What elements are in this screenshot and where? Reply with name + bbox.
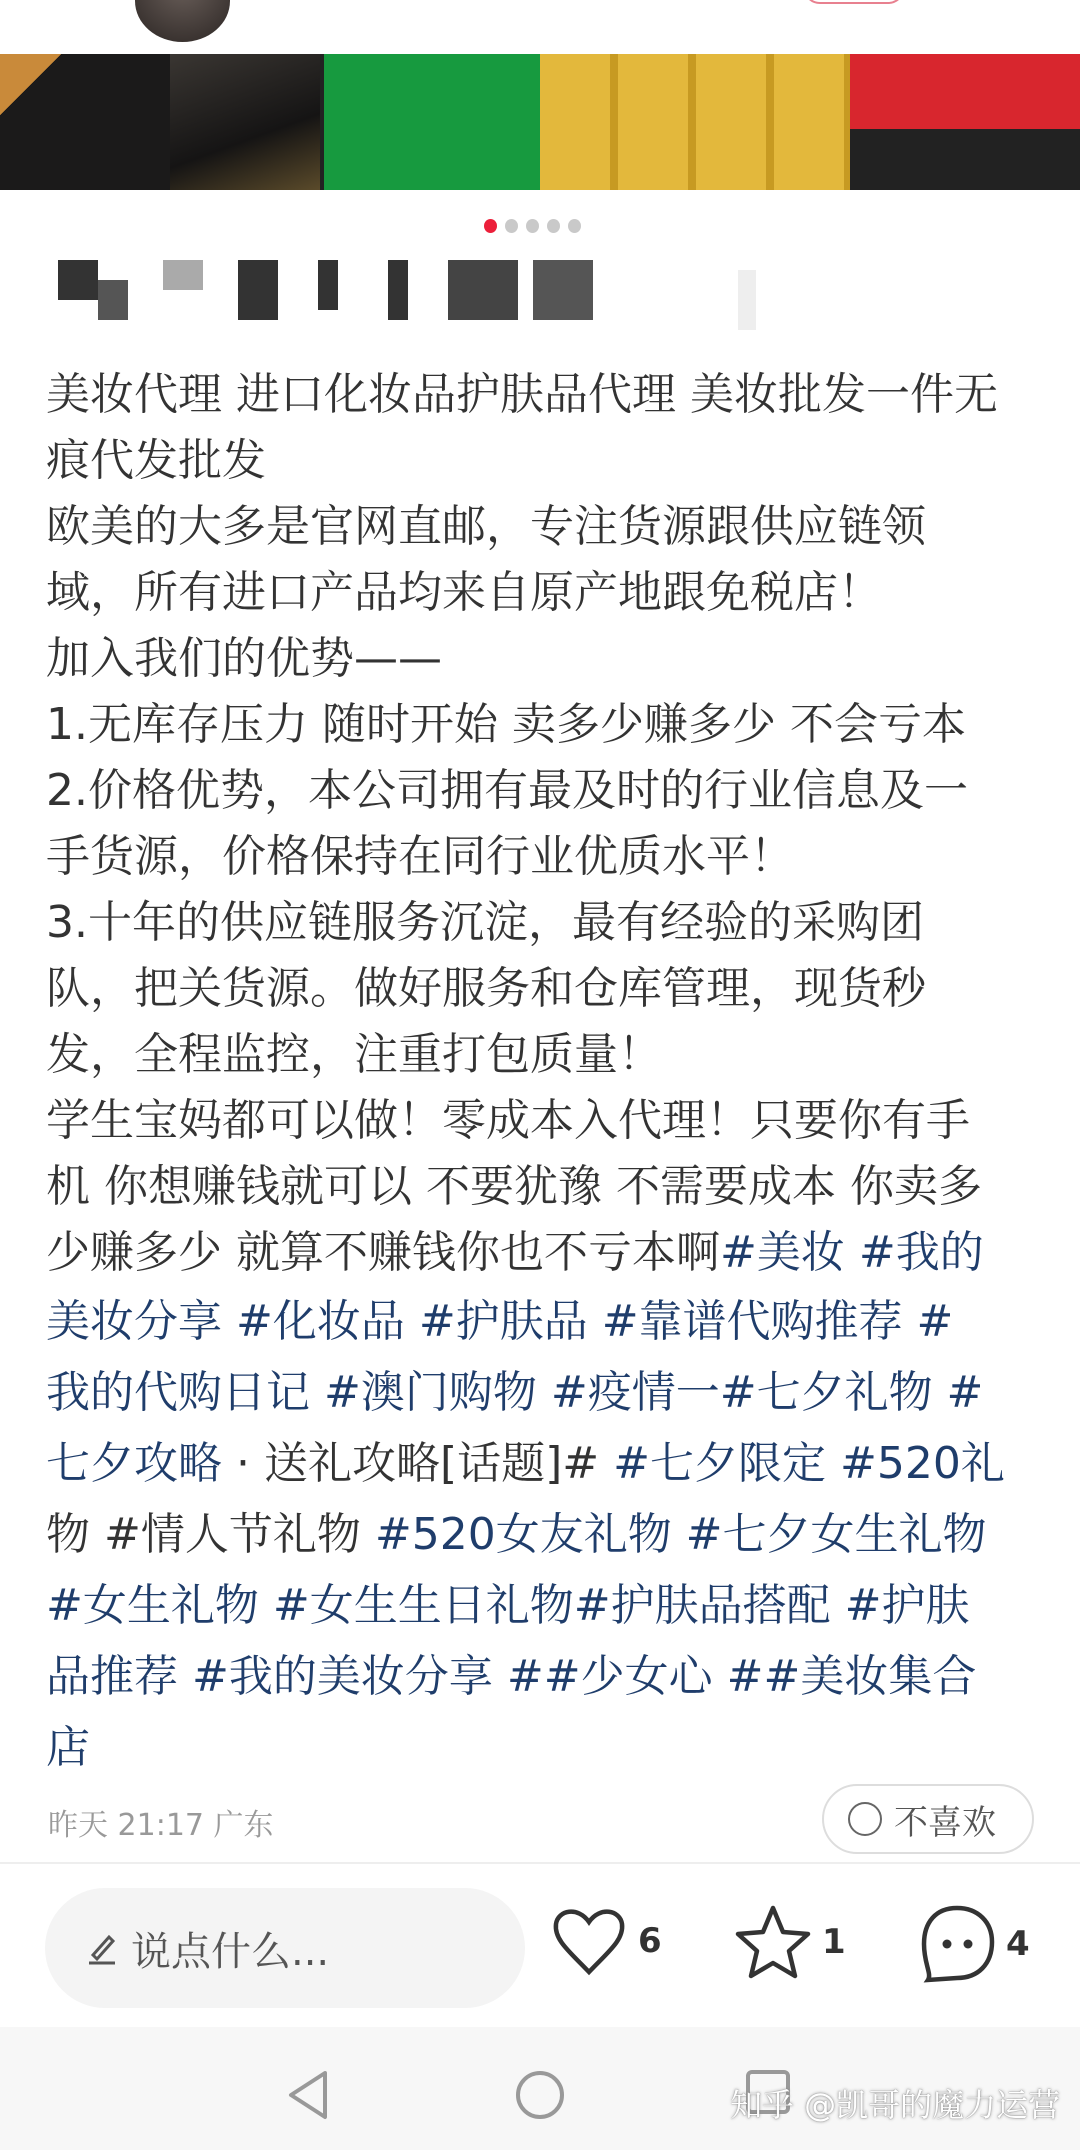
post-text: 队，把关货源。做好服务和仓库管理，现货秒 (46, 963, 926, 1014)
carousel-image (850, 54, 1080, 190)
home-icon[interactable] (514, 2069, 566, 2121)
post-text: 域，所有进口产品均来自原产地跟免税店！ (46, 567, 882, 618)
hashtag-link[interactable]: #七夕限定 #520礼 (613, 1438, 1005, 1489)
post-text: 1.无库存压力 随时开始 卖多少赚多少 不会亏本 (46, 699, 966, 750)
carousel-dot[interactable] (505, 219, 518, 233)
comment-count: 4 (1006, 1924, 1030, 1964)
carousel-dot[interactable] (526, 219, 539, 233)
post-text: · 送礼攻略[话题]# (222, 1438, 614, 1489)
dislike-label: 不喜欢 (894, 1802, 996, 1843)
post-line (46, 560, 1056, 626)
post-line (46, 890, 1056, 956)
post-line (46, 758, 1056, 824)
watermark: 知乎 @凯哥的魔力运营 (730, 2086, 1061, 2124)
post-line (46, 692, 1056, 758)
like-count: 6 (638, 1921, 662, 1961)
post-line (46, 1570, 1056, 1641)
post-line (46, 362, 1056, 428)
pixelated-post-title (58, 260, 758, 330)
favorite-count: 1 (822, 1922, 846, 1962)
post-line (46, 1220, 1056, 1286)
image-carousel[interactable] (0, 54, 1080, 190)
hashtag-link[interactable]: #520女友礼物 #七夕女生礼物 (374, 1509, 987, 1560)
post-text: 痕代发批发 (46, 435, 266, 486)
hashtag-link[interactable]: 店 (46, 1722, 90, 1773)
post-text: 物 #情人节礼物 (46, 1509, 375, 1560)
comment-bubble-icon (918, 1904, 996, 1984)
post-text: 发，全程监控，注重打包质量！ (46, 1029, 662, 1080)
carousel-image (170, 54, 320, 190)
pencil-icon (85, 1931, 119, 1965)
post-line (46, 1154, 1056, 1220)
post-text: 美妆代理 进口化妆品护肤品代理 美妆批发一件无 (46, 369, 998, 420)
post-line (46, 428, 1056, 494)
post-text: 少赚多少 就算不赚钱你也不亏本啊 (46, 1227, 720, 1278)
hashtag-link[interactable]: #女生礼物 #女生生日礼物#护肤品搭配 #护肤 (46, 1580, 970, 1631)
hashtag-link[interactable]: #美妆 #我的 (720, 1227, 984, 1278)
comment-input[interactable] (45, 1888, 525, 2008)
comment-button[interactable] (918, 1904, 1030, 1984)
post-meta: 昨天 21:17 广东 (48, 1808, 274, 1843)
hashtag-link[interactable]: 我的代购日记 #澳门购物 #疫情一#七夕礼物 # (46, 1367, 984, 1418)
post-text: 加入我们的优势—— (46, 633, 442, 684)
post-text: 欧美的大多是官网直邮，专注货源跟供应链领 (46, 501, 926, 552)
favorite-button[interactable] (734, 1904, 846, 1980)
post-line (46, 1712, 1056, 1783)
follow-button[interactable] (803, 0, 905, 4)
comment-placeholder: 说点什么... (131, 1928, 330, 1975)
hashtag-link[interactable]: 品推荐 #我的美妆分享 # (46, 1651, 544, 1702)
carousel-indicator (484, 219, 581, 233)
hashtag-link[interactable]: 美妆分享 #化妆品 #护肤品 #靠谱代购推荐 # (46, 1296, 954, 1347)
post-line (46, 1286, 1056, 1357)
post-text: 手货源，价格保持在同行业优质水平！ (46, 831, 794, 882)
carousel-dot[interactable] (568, 219, 581, 233)
post-line (46, 1357, 1056, 1428)
post-line (46, 1088, 1056, 1154)
action-bar (0, 1862, 1080, 2027)
post-line (46, 1641, 1056, 1712)
post-text: 2.价格优势，本公司拥有最及时的行业信息及一 (46, 765, 968, 816)
sad-face-icon (848, 1802, 882, 1836)
carousel-image (0, 54, 170, 190)
carousel-image (320, 54, 540, 190)
post-line (46, 956, 1056, 1022)
post-text: 3.十年的供应链服务沉淀，最有经验的采购团 (46, 897, 924, 948)
carousel-dot[interactable] (484, 219, 497, 233)
back-icon[interactable] (285, 2069, 331, 2121)
post-line (46, 494, 1056, 560)
post-text: 学生宝妈都可以做！零成本入代理！只要你有手 (46, 1095, 970, 1146)
carousel-dot[interactable] (547, 219, 560, 233)
post-text: 机 你想赚钱就可以 不要犹豫 不需要成本 你卖多 (46, 1161, 982, 1212)
post-line (46, 626, 1056, 692)
hashtag-link[interactable]: 七夕攻略 (46, 1438, 222, 1489)
post-body (46, 362, 1056, 1783)
post-line (46, 1499, 1056, 1570)
heart-icon (550, 1904, 628, 1978)
post-line (46, 1428, 1056, 1499)
carousel-image (540, 54, 850, 190)
star-icon (734, 1904, 812, 1980)
like-button[interactable] (550, 1904, 662, 1978)
hashtag-link[interactable]: #美妆集合 (763, 1651, 977, 1702)
hashtag-link[interactable]: #少女心 # (543, 1651, 764, 1702)
dislike-button[interactable] (822, 1784, 1034, 1854)
post-line (46, 824, 1056, 890)
author-avatar[interactable] (135, 0, 230, 42)
post-line (46, 1022, 1056, 1088)
